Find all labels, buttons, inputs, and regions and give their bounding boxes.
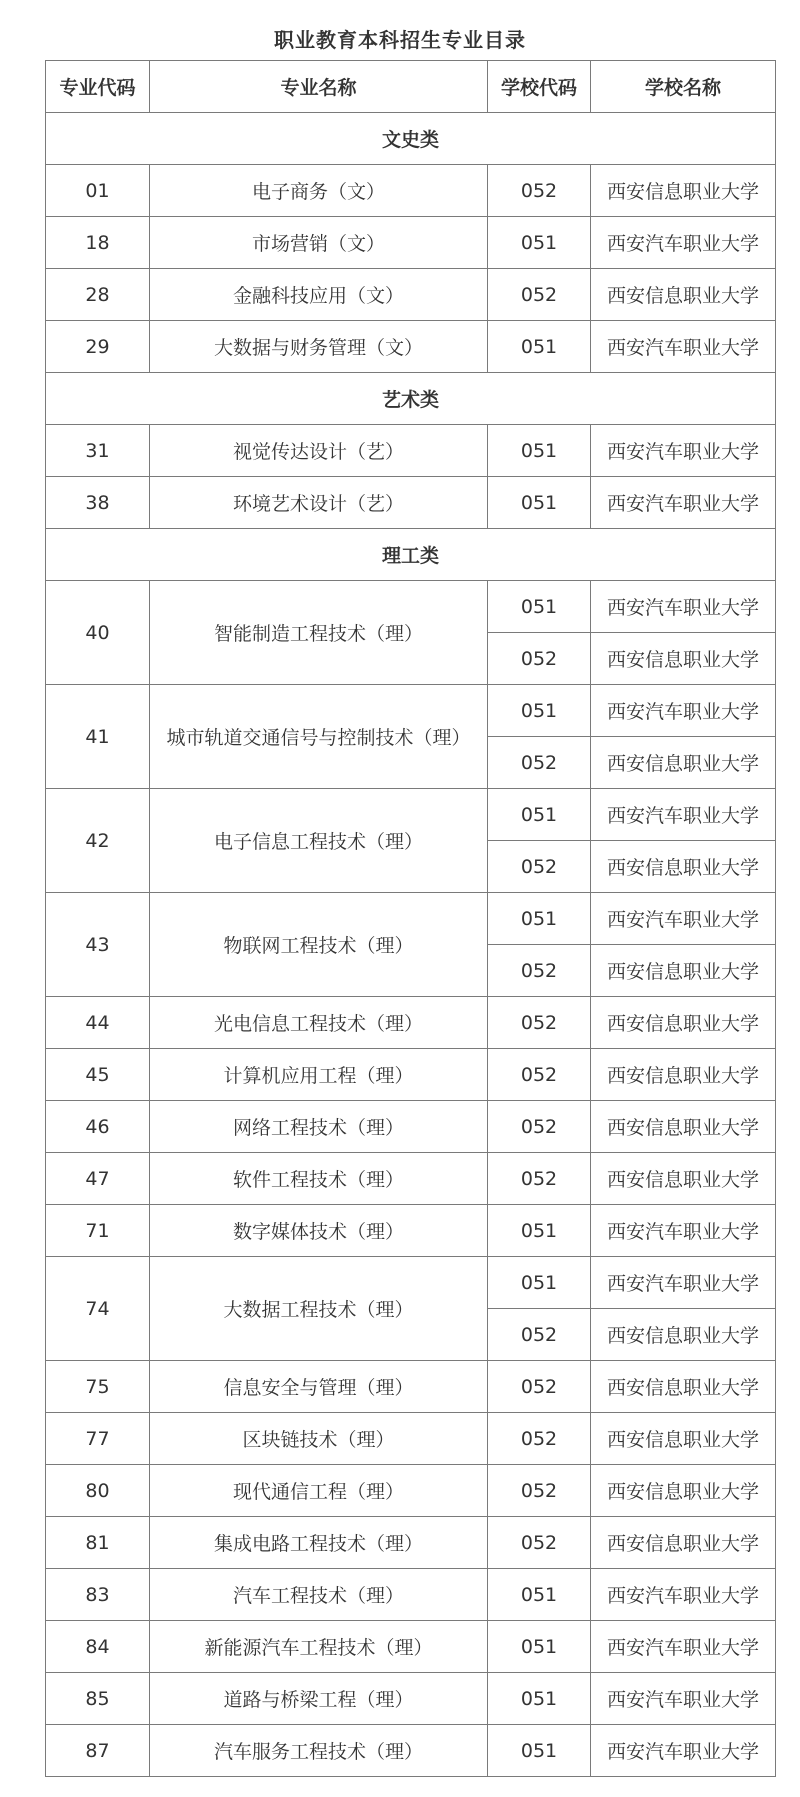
major-name-cell: 市场营销（文） [150,217,488,269]
table-row [46,1049,776,1101]
major-code-cell: 43 [46,893,150,997]
major-name-cell: 大数据工程技术（理） [150,1257,488,1361]
table-row [46,789,776,841]
school-code-cell: 052 [488,165,591,217]
major-name-cell: 数字媒体技术（理） [150,1205,488,1257]
school-code-cell: 052 [488,1465,591,1517]
category-label: 文史类 [46,113,776,165]
major-code-cell: 85 [46,1673,150,1725]
school-code-cell: 052 [488,633,591,685]
school-name-cell: 西安信息职业大学 [591,737,776,789]
major-code-cell: 44 [46,997,150,1049]
school-name-cell: 西安汽车职业大学 [591,1725,776,1777]
major-code-cell: 75 [46,1361,150,1413]
table-row [46,217,776,269]
school-name-cell: 西安信息职业大学 [591,1413,776,1465]
school-name-cell: 西安汽车职业大学 [591,1205,776,1257]
category-row [46,113,776,165]
school-code-cell: 051 [488,1569,591,1621]
major-code-cell: 18 [46,217,150,269]
table-row [46,477,776,529]
major-name-cell: 环境艺术设计（艺） [150,477,488,529]
school-code-cell: 051 [488,1725,591,1777]
header-school-code: 学校代码 [488,61,591,113]
major-code-cell: 40 [46,581,150,685]
major-name-cell: 计算机应用工程（理） [150,1049,488,1101]
school-code-cell: 051 [488,217,591,269]
school-name-cell: 西安信息职业大学 [591,633,776,685]
major-name-cell: 网络工程技术（理） [150,1101,488,1153]
table-row [46,685,776,737]
major-name-cell: 新能源汽车工程技术（理） [150,1621,488,1673]
major-name-cell: 物联网工程技术（理） [150,893,488,997]
table-row [46,997,776,1049]
school-code-cell: 052 [488,841,591,893]
category-row [46,529,776,581]
table-header [46,61,776,113]
school-code-cell: 052 [488,1517,591,1569]
school-code-cell: 051 [488,893,591,945]
page-title: 职业教育本科招生专业目录 [274,28,526,52]
major-name-cell: 信息安全与管理（理） [150,1361,488,1413]
header-school-name: 学校名称 [591,61,776,113]
major-name-cell: 城市轨道交通信号与控制技术（理） [150,685,488,789]
table-row [46,1517,776,1569]
major-name-cell: 集成电路工程技术（理） [150,1517,488,1569]
major-name-cell: 软件工程技术（理） [150,1153,488,1205]
major-code-cell: 46 [46,1101,150,1153]
major-code-cell: 77 [46,1413,150,1465]
table-row [46,425,776,477]
category-row [46,373,776,425]
school-name-cell: 西安汽车职业大学 [591,1621,776,1673]
table-row [46,1205,776,1257]
school-name-cell: 西安汽车职业大学 [591,1257,776,1309]
table-row [46,1621,776,1673]
table-row [46,1673,776,1725]
header-major-name: 专业名称 [150,61,488,113]
table-body [46,113,776,1777]
school-code-cell: 052 [488,1413,591,1465]
table-row [46,581,776,633]
table-row [46,1465,776,1517]
major-name-cell: 金融科技应用（文） [150,269,488,321]
school-name-cell: 西安信息职业大学 [591,1153,776,1205]
school-code-cell: 052 [488,1361,591,1413]
school-name-cell: 西安汽车职业大学 [591,685,776,737]
school-name-cell: 西安信息职业大学 [591,1101,776,1153]
major-name-cell: 道路与桥梁工程（理） [150,1673,488,1725]
school-name-cell: 西安汽车职业大学 [591,217,776,269]
school-code-cell: 052 [488,269,591,321]
table-row [46,269,776,321]
table-row [46,165,776,217]
major-code-cell: 29 [46,321,150,373]
major-code-cell: 31 [46,425,150,477]
school-code-cell: 051 [488,1205,591,1257]
major-code-cell: 41 [46,685,150,789]
major-name-cell: 汽车工程技术（理） [150,1569,488,1621]
table-row [46,1569,776,1621]
school-code-cell: 052 [488,997,591,1049]
school-code-cell: 051 [488,685,591,737]
major-code-cell: 87 [46,1725,150,1777]
school-code-cell: 052 [488,1153,591,1205]
major-name-cell: 光电信息工程技术（理） [150,997,488,1049]
major-name-cell: 电子商务（文） [150,165,488,217]
major-name-cell: 智能制造工程技术（理） [150,581,488,685]
table-row [46,321,776,373]
major-code-cell: 81 [46,1517,150,1569]
school-name-cell: 西安信息职业大学 [591,1465,776,1517]
school-code-cell: 051 [488,1621,591,1673]
category-label: 艺术类 [46,373,776,425]
major-code-cell: 47 [46,1153,150,1205]
school-code-cell: 051 [488,789,591,841]
school-code-cell: 051 [488,581,591,633]
major-code-cell: 83 [46,1569,150,1621]
school-name-cell: 西安汽车职业大学 [591,893,776,945]
school-name-cell: 西安汽车职业大学 [591,1569,776,1621]
table-row [46,1361,776,1413]
header-major-code: 专业代码 [46,61,150,113]
major-catalog-table [45,60,776,1777]
school-name-cell: 西安信息职业大学 [591,165,776,217]
table-row [46,1101,776,1153]
school-name-cell: 西安汽车职业大学 [591,425,776,477]
major-code-cell: 38 [46,477,150,529]
school-name-cell: 西安汽车职业大学 [591,789,776,841]
school-code-cell: 052 [488,945,591,997]
school-name-cell: 西安信息职业大学 [591,1517,776,1569]
major-code-cell: 01 [46,165,150,217]
school-name-cell: 西安汽车职业大学 [591,1673,776,1725]
school-code-cell: 051 [488,477,591,529]
major-code-cell: 71 [46,1205,150,1257]
school-name-cell: 西安信息职业大学 [591,1309,776,1361]
school-name-cell: 西安信息职业大学 [591,841,776,893]
school-code-cell: 052 [488,737,591,789]
major-code-cell: 42 [46,789,150,893]
major-code-cell: 45 [46,1049,150,1101]
major-name-cell: 大数据与财务管理（文） [150,321,488,373]
school-name-cell: 西安信息职业大学 [591,1361,776,1413]
school-name-cell: 西安信息职业大学 [591,269,776,321]
major-code-cell: 80 [46,1465,150,1517]
school-code-cell: 051 [488,1673,591,1725]
major-name-cell: 汽车服务工程技术（理） [150,1725,488,1777]
school-name-cell: 西安汽车职业大学 [591,321,776,373]
table-row [46,1413,776,1465]
major-name-cell: 现代通信工程（理） [150,1465,488,1517]
major-name-cell: 视觉传达设计（艺） [150,425,488,477]
major-name-cell: 区块链技术（理） [150,1413,488,1465]
table-row [46,1153,776,1205]
major-code-cell: 74 [46,1257,150,1361]
school-name-cell: 西安汽车职业大学 [591,477,776,529]
school-name-cell: 西安汽车职业大学 [591,581,776,633]
table-row [46,893,776,945]
header-row [46,61,776,113]
table-row [46,1257,776,1309]
major-code-cell: 84 [46,1621,150,1673]
school-code-cell: 052 [488,1309,591,1361]
category-label: 理工类 [46,529,776,581]
school-code-cell: 051 [488,321,591,373]
school-code-cell: 052 [488,1049,591,1101]
major-name-cell: 电子信息工程技术（理） [150,789,488,893]
table-row [46,1725,776,1777]
major-code-cell: 28 [46,269,150,321]
school-code-cell: 052 [488,1101,591,1153]
school-name-cell: 西安信息职业大学 [591,997,776,1049]
school-code-cell: 051 [488,1257,591,1309]
school-name-cell: 西安信息职业大学 [591,945,776,997]
school-code-cell: 051 [488,425,591,477]
school-name-cell: 西安信息职业大学 [591,1049,776,1101]
